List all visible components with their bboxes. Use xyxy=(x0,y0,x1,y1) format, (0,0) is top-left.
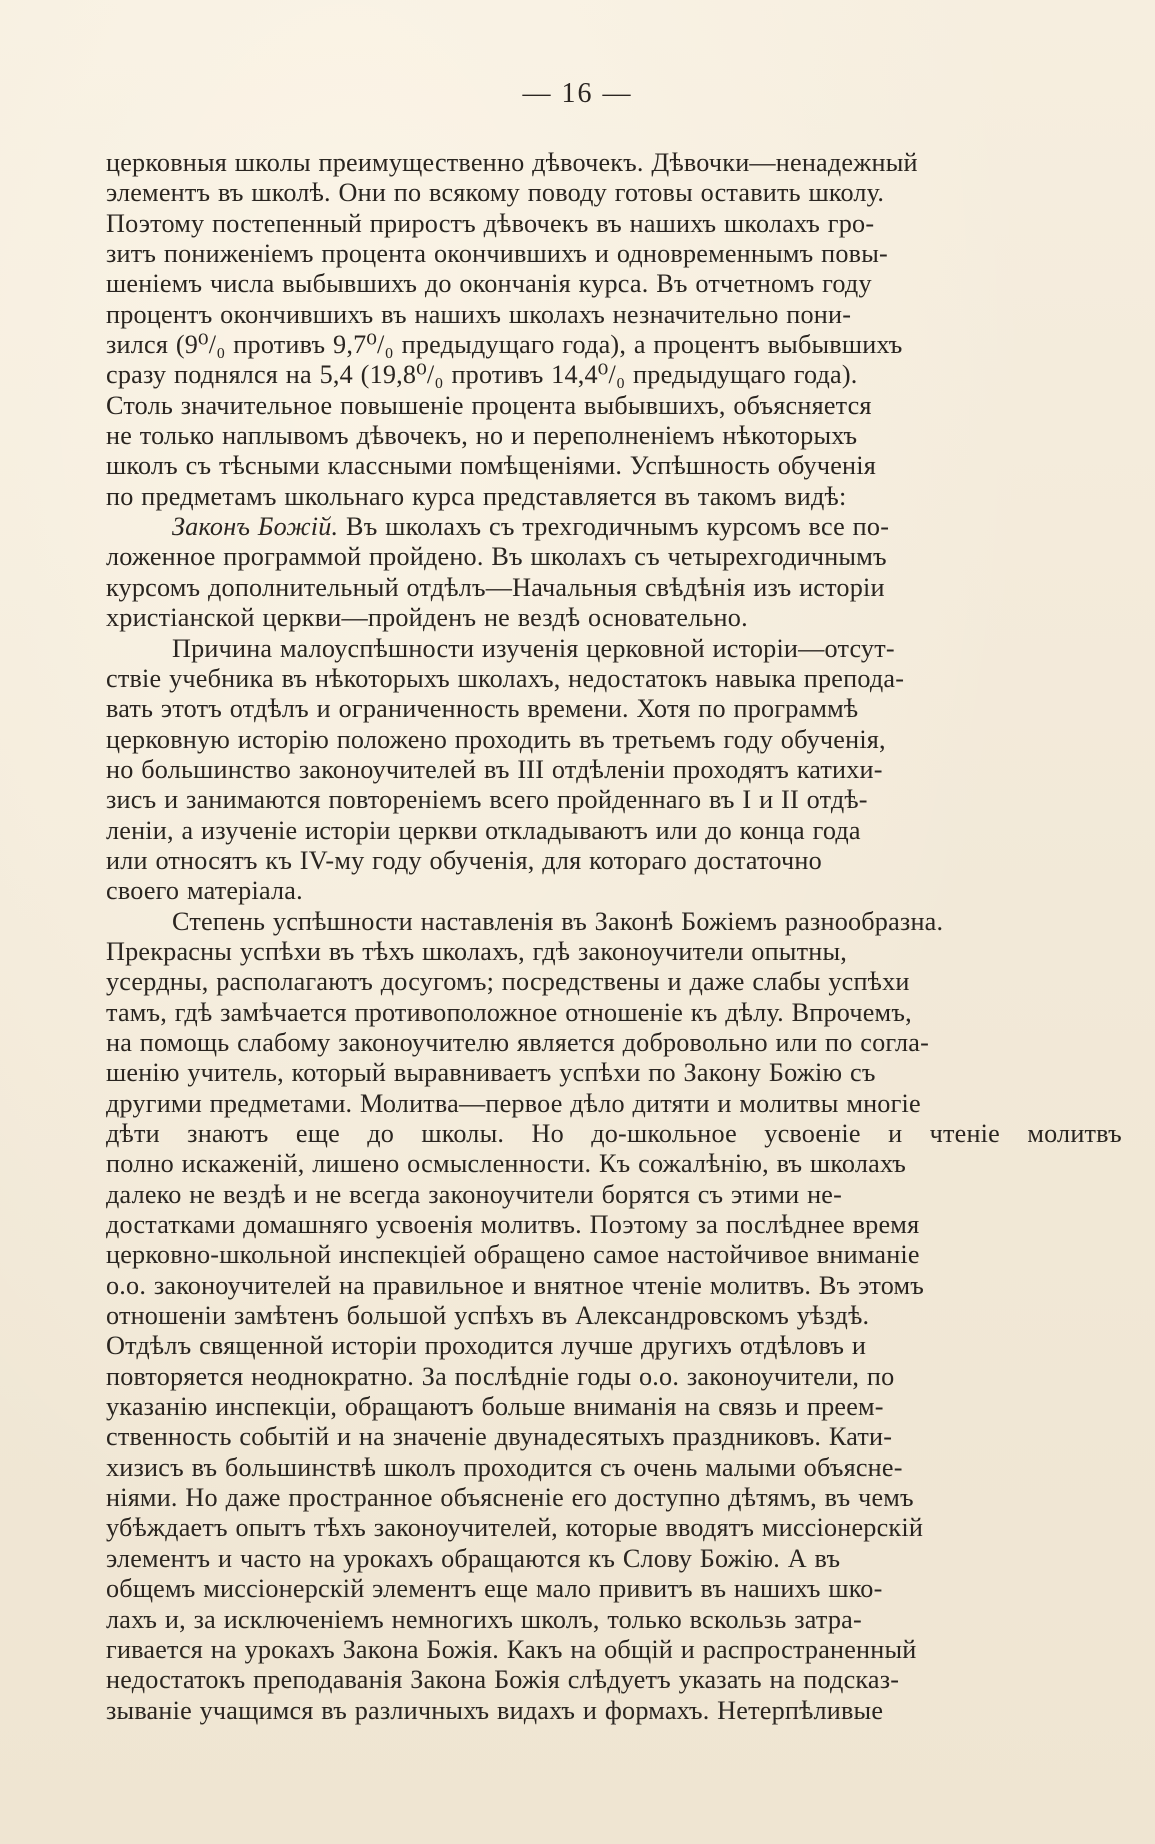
text-line: Поэтому постепенный приростъ дѣвочекъ въ нашихъ школахъ гро- xyxy=(106,208,875,238)
section-heading-zakon-bozhiy: Законъ Божій. xyxy=(172,512,339,542)
text-line: повторяется неоднократно. За послѣдніе годы о.о. законоучители, по xyxy=(106,1361,895,1391)
text-line: убѣждаетъ опытъ тѣхъ законоучителей, которые вводятъ миссіонерскій xyxy=(106,1513,924,1543)
text-line: Столь значительное повышеніе процента выбывшихъ, объясняется xyxy=(106,390,872,420)
text-line: зитъ пониженіемъ процента окончившихъ и одновременнымъ повы- xyxy=(106,239,888,269)
text-line: сразу поднялся на 5,4 (19,8⁰/₀ противъ 14,4⁰/₀ предыдущаго года). xyxy=(106,360,858,390)
text-line: полно искаженій, лишено осмысленности. Къ сожалѣнію, въ школахъ xyxy=(106,1149,907,1179)
text-line: усердны, располагаютъ досугомъ; посредствены и даже слабы успѣхи xyxy=(106,967,910,997)
text-line: шенію учитель, который выравниваетъ успѣхи по Закону Божію съ xyxy=(106,1058,876,1088)
text-line: зисъ и занимаются повтореніемъ всего пройденнаго въ I и II отдѣ- xyxy=(106,785,868,815)
text-line: школъ съ тѣсными классными помѣщеніями. Успѣшность обученія xyxy=(106,451,876,481)
body-text xyxy=(106,148,1122,1726)
text-line: недостатокъ преподаванія Закона Божія слѣдуетъ указать на подсказ- xyxy=(106,1665,900,1695)
text-line: отношеніи замѣтенъ большой успѣхъ въ Александровскомъ уѣздѣ. xyxy=(106,1301,870,1331)
text-line: зился (9⁰/₀ противъ 9,7⁰/₀ предыдущаго года), а процентъ выбывшихъ xyxy=(106,330,903,360)
text-line: о.о. законоучителей на правильное и внятное чтеніе молитвъ. Въ этомъ xyxy=(106,1270,925,1300)
text-line: ствіе учебника въ нѣкоторыхъ школахъ, недостатокъ навыка препода- xyxy=(106,663,905,693)
text-line: общемъ миссіонерскій элементъ еще мало привитъ въ нашихъ шко- xyxy=(106,1574,883,1604)
text-fragment: Въ школахъ съ трехгодичнымъ курсомъ все по- xyxy=(338,512,890,542)
text-line: шеніемъ числа выбывшихъ до окончанія курса. Въ отчетномъ году xyxy=(106,269,872,299)
text-line: ложенное программой пройдено. Въ школахъ съ четырехгодичнымъ xyxy=(106,542,887,572)
text-line: по предметамъ школьнаго курса представляется въ такомъ видѣ: xyxy=(106,481,847,511)
text-line: ніями. Но даже пространное объясненіе его доступно дѣтямъ, въ чемъ xyxy=(106,1483,914,1513)
text-line: вать этотъ отдѣлъ и ограниченность времени. Хотя по программѣ xyxy=(106,694,859,724)
text-line: достатками домашняго усвоенія молитвъ. Поэтому за послѣднее время xyxy=(106,1210,920,1240)
text-line: лахъ и, за исключеніемъ немногихъ школъ, только вскользь затра- xyxy=(106,1604,862,1634)
text-line: дѣти знаютъ еще до школы. Но до-школьное усвоеніе и чтеніе молитвъ xyxy=(106,1119,1122,1148)
text-line: процентъ окончившихъ въ нашихъ школахъ незначительно пони- xyxy=(106,299,852,329)
text-line: курсомъ дополнительный отдѣлъ—Начальныя свѣдѣнія изъ исторіи xyxy=(106,572,885,602)
text-line: зываніе учащимся въ различныхъ видахъ и формахъ. Нетерпѣливые xyxy=(106,1695,884,1725)
text-line: церковную исторію положено проходить въ третьемъ году обученія, xyxy=(106,724,886,754)
section-heading-line xyxy=(106,512,1122,542)
page-number: — 16 — xyxy=(522,78,633,109)
text-line: тамъ, гдѣ замѣчается противоположное отношеніе къ дѣлу. Впрочемъ, xyxy=(106,997,912,1027)
paragraph-first-line: Степень успѣшности наставленія въ Законѣ Божіемъ разнообразна. xyxy=(172,906,944,936)
text-line: церковно-школьной инспекціей обращено самое настойчивое вниманіе xyxy=(106,1240,920,1270)
text-line: на помощь слабому законоучителю является добровольно или по согла- xyxy=(106,1027,929,1057)
text-line: гивается на урокахъ Закона Божія. Какъ на общій и распространенный xyxy=(106,1634,917,1664)
text-line: Прекрасны успѣхи въ тѣхъ школахъ, гдѣ законоучители опытны, xyxy=(106,936,847,966)
paragraph-first-line: Причина малоуспѣшности изученія церковной исторіи—отсут- xyxy=(172,633,895,663)
text-line: не только наплывомъ дѣвочекъ, но и переполненіемъ нѣкоторыхъ xyxy=(106,421,858,451)
text-line: хизисъ въ большинствѣ школъ проходится съ очень малыми объясне- xyxy=(106,1452,903,1482)
text-line: другими предметами. Молитва—первое дѣло дитяти и молитвы многіе xyxy=(106,1088,921,1118)
text-line: христіанской церкви—пройденъ не вездѣ основательно. xyxy=(106,603,748,633)
text-line: далеко не вездѣ и не всегда законоучители борятся съ этими не- xyxy=(106,1179,843,1209)
text-line: своего матеріала. xyxy=(106,876,303,906)
text-line: но большинство законоучителей въ III отдѣленіи проходятъ катихи- xyxy=(106,754,883,784)
text-line: Отдѣлъ священной исторіи проходится лучше другихъ отдѣловъ и xyxy=(106,1331,867,1361)
text-line: элементъ и часто на урокахъ обращаются къ Слову Божію. А въ xyxy=(106,1543,841,1573)
text-line: ственность событій и на значеніе двунадесятыхъ праздниковъ. Кати- xyxy=(106,1422,893,1452)
text-line: элементъ въ школѣ. Они по всякому поводу готовы оставить школу. xyxy=(106,178,885,208)
text-line: или относятъ къ IV-му году обученія, для котораго достаточно xyxy=(106,845,822,875)
text-line: церковныя школы преимущественно дѣвочекъ. Дѣвочки—ненадежный xyxy=(106,148,918,177)
text-line: леніи, а изученіе исторіи церкви откладываютъ или до конца года xyxy=(106,815,861,845)
text-line: указанію инспекціи, обращаютъ больше вниманія на связь и преем- xyxy=(106,1392,884,1422)
